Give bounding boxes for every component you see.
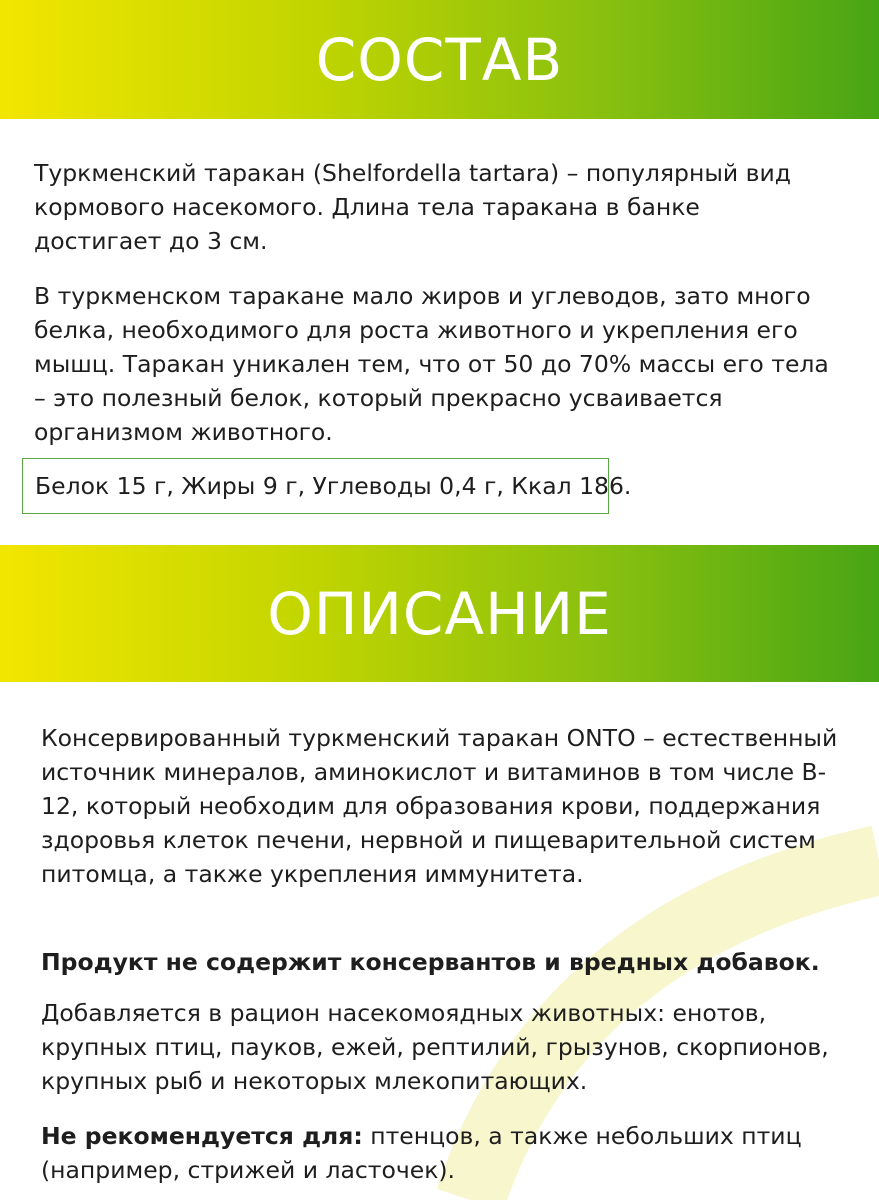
composition-title: СОСТАВ <box>315 25 564 94</box>
description-paragraph-1: Консервированный туркменский таракан ONTO – естественный источник минералов, аминокислот и витаминов в том числе B-12, который необходим для образования крови, поддержания здоровья клеток печени, нервной и пищеварительной систем питомца, а также укрепления иммунитета. <box>41 724 838 888</box>
description-no-preservatives: Продукт не содержит консервантов и вредных добавок. <box>41 948 820 976</box>
composition-paragraph-2: В туркменском таракане мало жиров и углеводов, зато много белка, необходимого для роста животного и укрепления его мышц. Таракан уникален тем, что от 50 до 70% массы его тела – это полезный белок, который прекрасно усваивается организмом животного. <box>34 282 829 446</box>
description-banner <box>0 545 879 682</box>
not-recommended-text: птенцов, а также небольших птиц (например, стрижей и ласточек). <box>41 1122 802 1184</box>
composition-paragraph-1: Туркменский таракан (Shelfordella tartara) – популярный вид кормового насекомого. Длина тела таракана в банке достигает до 3 см. <box>34 159 791 255</box>
description-not-recommended <box>41 1119 861 1187</box>
description-title: ОПИСАНИЕ <box>267 579 612 648</box>
nutrition-facts-text: Белок 15 г, Жиры 9 г, Углеводы 0,4 г, Ккал 186. <box>35 472 632 500</box>
not-recommended-label: Не рекомендуется для: <box>41 1122 363 1150</box>
nutrition-facts-box <box>22 458 632 514</box>
description-paragraph-diet: Добавляется в рацион насекомоядных животных: енотов, крупных птиц, пауков, ежей, рептилий, грызунов, скорпионов, крупных рыб и некоторых млекопитающих. <box>41 999 829 1095</box>
composition-banner <box>0 0 879 119</box>
